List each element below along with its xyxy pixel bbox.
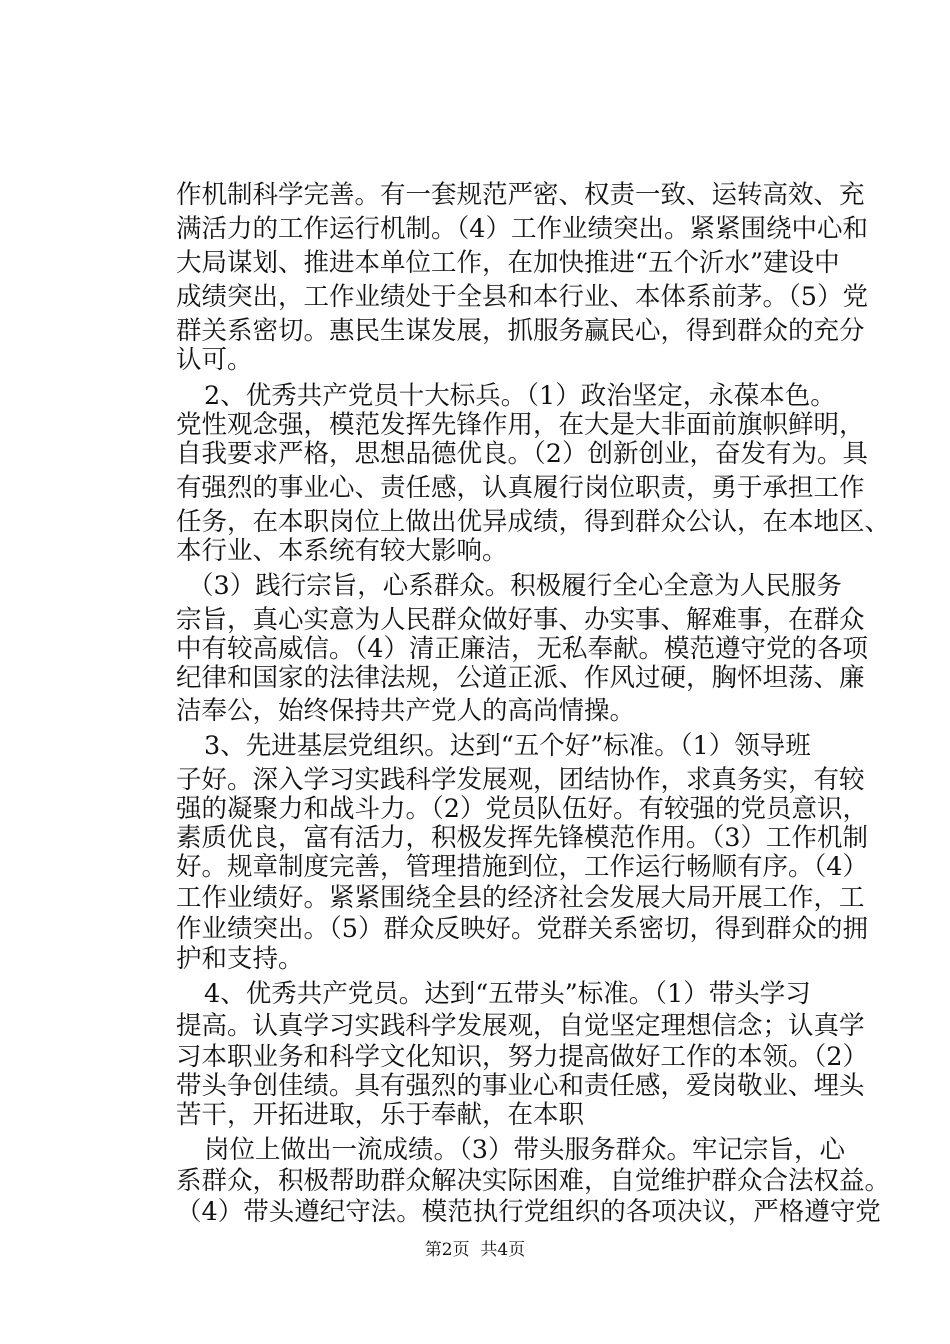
text-line: 2、优秀共产党员十大标兵。（1）政治坚定，永葆本色。	[204, 381, 836, 411]
text-line: 大局谋划、推进本单位工作，在加快推进“五个沂水”建设中	[176, 248, 840, 278]
text-line: 作业绩突出。（5）群众反映好。党群关系密切，得到群众的拥	[176, 914, 868, 944]
text-line: 3、先进基层党组织。达到“五个好”标准。（1）领导班	[204, 731, 811, 761]
text-line: 自我要求严格，思想品德优良。（2）创新创业，奋发有为。具	[176, 439, 868, 469]
text-line: 系群众，积极帮助群众解决实际困难，自觉维护群众合法权益。	[176, 1166, 891, 1196]
text-line: 工作业绩好。紧紧围绕全县的经济社会发展大局开展工作，工	[176, 883, 865, 913]
text-line: （4）带头遵纪守法。模范执行党组织的各项决议，严格遵守党	[176, 1197, 881, 1227]
text-line: 习本职业务和科学文化知识，努力提高做好工作的本领。（2）	[176, 1042, 868, 1072]
text-line: 4、优秀共产党员。达到“五带头”标准。（1）带头学习	[204, 979, 811, 1009]
page-footer: 第2页 共4页	[424, 1240, 526, 1260]
text-line: 党性观念强，模范发挥先锋作用，在大是大非面前旗帜鲜明，	[176, 410, 865, 440]
text-line: 岗位上做出一流成绩。（3）带头服务群众。牢记宗旨，心	[204, 1135, 845, 1165]
text-line: 本行业、本系统有较大影响。	[176, 536, 508, 566]
text-line: 苦干，开拓进取，乐于奉献，在本职	[176, 1100, 585, 1130]
text-line: 有强烈的事业心、责任感，认真履行岗位职责，勇于承担工作	[176, 473, 865, 503]
text-line: 成绩突出，工作业绩处于全县和本行业、本体系前茅。（5）党	[176, 282, 868, 312]
text-line: 洁奉公，始终保持共产党人的高尚情操。	[176, 696, 636, 726]
text-line: 护和支持。	[176, 944, 304, 974]
text-line: 满活力的工作运行机制。（4）工作业绩突出。紧紧围绕中心和	[176, 214, 868, 244]
text-line: 任务，在本职岗位上做出优异成绩，得到群众公认，在本地区、	[176, 507, 891, 537]
text-line: 提高。认真学习实践科学发展观，自觉坚定理想信念；认真学	[176, 1011, 865, 1041]
text-line: 强的凝聚力和战斗力。（2）党员队伍好。有较强的党员意识，	[176, 794, 868, 824]
text-line: 认可。	[176, 345, 253, 375]
text-line: 作机制科学完善。有一套规范严密、权责一致、运转高效、充	[176, 180, 865, 210]
text-line: 带头争创佳绩。具有强烈的事业心和责任感，爱岗敬业、埋头	[176, 1071, 865, 1101]
text-line: 素质优良，富有活力，积极发挥先锋模范作用。（3）工作机制	[176, 823, 868, 853]
text-line: 中有较高威信。（4）清正廉洁，无私奉献。模范遵守党的各项	[176, 634, 868, 664]
text-line: （3）践行宗旨，心系群众。积极履行全心全意为人民服务	[188, 571, 842, 601]
text-line: 好。规章制度完善，管理措施到位，工作运行畅顺有序。（4）	[176, 852, 868, 882]
text-line: 宗旨，真心实意为人民群众做好事、办实事、解难事，在群众	[176, 605, 865, 635]
text-line: 子好。深入学习实践科学发展观，团结协作，求真务实，有较	[176, 765, 865, 795]
text-line: 群关系密切。惠民生谋发展，抓服务赢民心，得到群众的充分	[176, 316, 865, 346]
text-line: 纪律和国家的法律法规，公道正派、作风过硬，胸怀坦荡、廉	[176, 663, 865, 693]
